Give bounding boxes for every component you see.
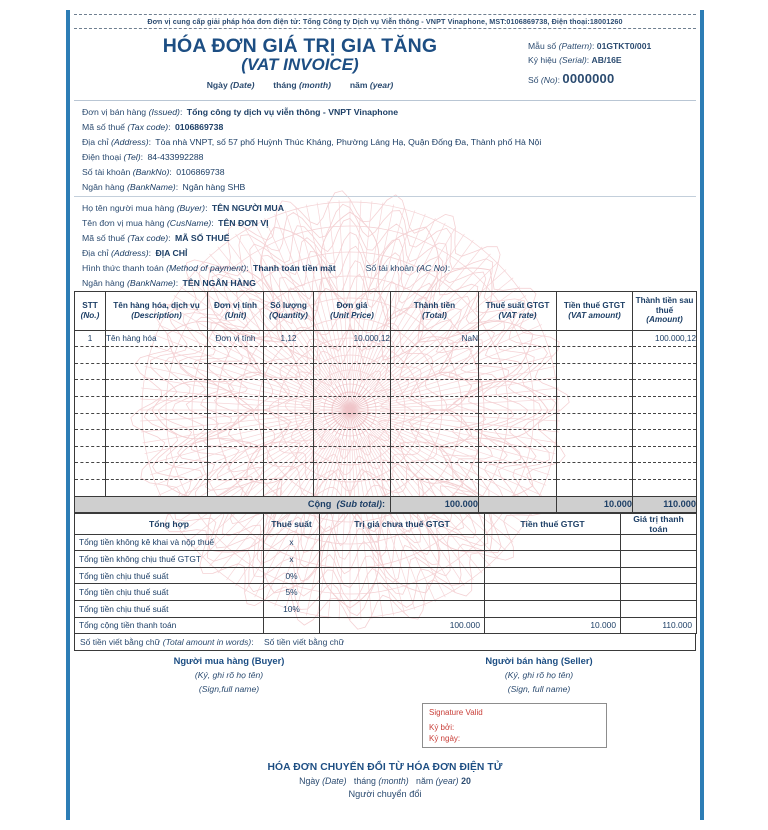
item-cell-amount bbox=[633, 446, 697, 463]
summary-cell-rate: 5% bbox=[264, 584, 320, 601]
item-cell-no bbox=[75, 480, 106, 497]
item-cell-desc bbox=[106, 430, 208, 447]
item-cell-desc: Tên hàng hóa bbox=[106, 330, 208, 347]
footer-converted-title: HÓA ĐƠN CHUYỂN ĐỔI TỪ HÓA ĐƠN ĐIỆN TỬ bbox=[267, 762, 503, 774]
item-cell-desc bbox=[106, 446, 208, 463]
summary-cell-name: Tổng tiền chịu thuế suất bbox=[75, 567, 264, 584]
item-cell-price: 10.000,12 bbox=[314, 330, 391, 347]
seller-label-en-5: (BankName) bbox=[126, 181, 176, 192]
title-block bbox=[74, 36, 696, 98]
summary-row bbox=[75, 601, 697, 618]
pattern-value: 01GTKT0/001 bbox=[596, 41, 652, 51]
item-cell-rate bbox=[479, 363, 557, 380]
items-col-header-3 bbox=[264, 291, 314, 330]
date-year-label-en: (year) bbox=[369, 79, 394, 90]
item-cell-vat bbox=[557, 330, 633, 347]
summary-cell-vat bbox=[485, 601, 621, 618]
summary-cell-rate: x bbox=[264, 534, 320, 551]
page-frame-left-border bbox=[66, 10, 70, 820]
invoice-items-table bbox=[74, 291, 697, 513]
buyer-row-0: Họ tên người mua hàng (Buyer): TÊN NGƯỜI MUA bbox=[82, 203, 284, 214]
item-cell-vat bbox=[557, 380, 633, 397]
item-cell-rate bbox=[479, 463, 557, 480]
summary-col-header-4: Giá trị thanh toán bbox=[621, 513, 697, 534]
summary-cell-vat bbox=[485, 551, 621, 568]
summary-cell-name: Tổng cộng tiền thanh toán bbox=[75, 617, 264, 634]
item-cell-unit bbox=[208, 397, 264, 414]
summary-row bbox=[75, 551, 697, 568]
summary-cell-name: Tổng tiền không kê khai và nộp thuế bbox=[75, 534, 264, 551]
items-col-header-7 bbox=[557, 291, 633, 330]
buyer-signature-column bbox=[84, 655, 374, 694]
buyer-signature-sub-en: (Sign,full name) bbox=[198, 684, 260, 695]
col-header-vi-5: Thành tiền bbox=[413, 301, 456, 311]
summary-row bbox=[75, 617, 697, 634]
col-header-vi-1: Tên hàng hóa, dịch vụ bbox=[113, 301, 200, 311]
item-cell-vat bbox=[557, 463, 633, 480]
items-col-header-4 bbox=[314, 291, 391, 330]
col-header-vi-7: Tiền thuế GTGT bbox=[563, 301, 626, 311]
col-header-en-1: (Description) bbox=[131, 310, 182, 320]
ac-no-label: Số tài khoản bbox=[365, 263, 417, 273]
payment-method-row: Hình thức thanh toán (Method of payment): Thanh toán tiền mặt Số tài khoản (AC No): bbox=[82, 263, 451, 273]
summary-cell-pre_tax bbox=[320, 534, 485, 551]
buyer-info-block bbox=[74, 197, 696, 290]
buyer-label-en-4: (BankName) bbox=[126, 277, 176, 288]
item-cell-qty bbox=[264, 347, 314, 364]
item-cell-unit bbox=[208, 413, 264, 430]
summary-cell-pre_tax: 100.000 bbox=[320, 617, 485, 634]
seller-value-2: Tòa nhà VNPT, số 57 phố Huỳnh Thúc Kháng, Phường Láng Hạ, Quận Đống Đa, Thành phố Hà Nội bbox=[153, 136, 542, 147]
item-cell-unit bbox=[208, 430, 264, 447]
footer-converter-label: Người chuyển đổi bbox=[348, 789, 422, 800]
summary-col-header-3: Tiền thuế GTGT bbox=[485, 513, 621, 534]
col-header-en-6: (VAT rate) bbox=[498, 310, 537, 320]
items-col-header-5 bbox=[391, 291, 479, 330]
col-header-en-7: (VAT amount) bbox=[568, 310, 621, 320]
item-cell-rate bbox=[479, 397, 557, 414]
item-cell-amount bbox=[633, 397, 697, 414]
payment-method-value: Thanh toán tiền mặt bbox=[250, 263, 336, 273]
item-cell-rate bbox=[479, 330, 557, 347]
summary-header-row bbox=[75, 513, 697, 534]
seller-label-en-0: (Issued) bbox=[148, 107, 180, 118]
digital-signature-box bbox=[422, 703, 607, 748]
col-header-vi-3: Số lượng bbox=[270, 301, 307, 311]
item-cell-qty bbox=[264, 413, 314, 430]
footer-month-label-vi: tháng bbox=[353, 776, 376, 787]
item-row bbox=[75, 397, 697, 414]
buyer-row-1: Tên đơn vị mua hàng (CusName): TÊN ĐƠN VỊ bbox=[82, 218, 269, 229]
summary-col-header-1: Thuế suất bbox=[264, 513, 320, 534]
buyer-label-1: Tên đơn vị mua hàng bbox=[82, 218, 167, 229]
buyer-label-en-1: (CusName) bbox=[166, 218, 212, 229]
payment-method-label: Hình thức thanh toán bbox=[82, 263, 167, 273]
summary-cell-vat bbox=[485, 567, 621, 584]
summary-cell-payable: 110.000 bbox=[621, 617, 697, 634]
summary-row bbox=[75, 534, 697, 551]
item-row bbox=[75, 463, 697, 480]
seller-label-en-2: (Address) bbox=[110, 136, 149, 147]
item-row bbox=[75, 446, 697, 463]
summary-col-header-2: Trị giá chưa thuế GTGT bbox=[320, 513, 485, 534]
item-cell-vat bbox=[557, 413, 633, 430]
item-cell-vat bbox=[557, 446, 633, 463]
item-cell-amount bbox=[633, 480, 697, 497]
item-cell-unit bbox=[208, 480, 264, 497]
subtotal-total: 100.000 bbox=[391, 496, 479, 512]
subtotal-label: Cộng (Sub total): bbox=[75, 496, 391, 512]
pattern-label-vi: Mẫu số bbox=[528, 41, 557, 51]
serial-row: Ký hiệu (Serial): AB/16E bbox=[528, 54, 622, 65]
summary-cell-vat: 10.000 bbox=[485, 617, 621, 634]
items-table-subtotal bbox=[75, 496, 697, 512]
item-cell-no: 1 bbox=[75, 330, 106, 347]
summary-cell-vat bbox=[485, 534, 621, 551]
item-cell-rate bbox=[479, 347, 557, 364]
buyer-value-1: TÊN ĐƠN VỊ bbox=[215, 218, 269, 229]
item-cell-qty bbox=[264, 446, 314, 463]
item-cell-desc bbox=[106, 463, 208, 480]
amount-in-words-row: Số tiền viết bằng chữ (Total amount in words): Số tiền viết bằng chữ bbox=[74, 634, 696, 651]
summary-cell-payable bbox=[621, 534, 697, 551]
col-header-vi-6: Thuế suất GTGT bbox=[485, 301, 550, 311]
buyer-row-3: Địa chỉ (Address): ĐỊA CHỈ bbox=[82, 248, 188, 259]
item-cell-no bbox=[75, 380, 106, 397]
item-cell-amount bbox=[633, 347, 697, 364]
item-cell-price bbox=[314, 413, 391, 430]
col-header-en-2: (Unit) bbox=[224, 310, 247, 320]
signature-area bbox=[74, 655, 696, 760]
item-cell-price bbox=[314, 363, 391, 380]
item-cell-unit bbox=[208, 446, 264, 463]
subtotal-rate bbox=[479, 496, 557, 512]
item-row bbox=[75, 430, 697, 447]
seller-row-1: Mã số thuế (Tax code): 0106869738 bbox=[82, 121, 224, 132]
invoice-meta-box bbox=[528, 40, 696, 89]
buyer-label-2: Mã số thuế bbox=[82, 233, 128, 244]
item-cell-total bbox=[391, 446, 479, 463]
item-cell-vat bbox=[557, 347, 633, 364]
items-col-header-6 bbox=[479, 291, 557, 330]
footer-year-label-vi: năm bbox=[416, 776, 434, 787]
footer-year-label-en: (year) bbox=[435, 776, 459, 787]
footer-day-label-vi: Ngày bbox=[299, 776, 320, 787]
buyer-row-2: Mã số thuế (Tax code): MÃ SỐ THUẾ bbox=[82, 233, 230, 244]
item-cell-qty bbox=[264, 430, 314, 447]
item-row bbox=[75, 480, 697, 497]
buyer-label-en-3: (Address) bbox=[110, 248, 149, 259]
seller-value-5: Ngân hàng SHB bbox=[180, 181, 246, 192]
item-cell-amount: 100.000,12 bbox=[633, 330, 697, 347]
summary-cell-rate: x bbox=[264, 551, 320, 568]
buyer-label-en-2: (Tax code) bbox=[127, 233, 169, 244]
item-row bbox=[75, 380, 697, 397]
number-value: 0000000 bbox=[562, 70, 615, 86]
item-cell-vat bbox=[557, 480, 633, 497]
item-cell-unit: Đơn vị tính bbox=[208, 330, 264, 347]
item-cell-amount bbox=[633, 380, 697, 397]
summary-cell-name: Tổng tiền chịu thuế suất bbox=[75, 584, 264, 601]
footer-day-label-en: (Date) bbox=[322, 776, 347, 787]
item-cell-total bbox=[391, 397, 479, 414]
item-cell-desc bbox=[106, 380, 208, 397]
item-cell-unit bbox=[208, 463, 264, 480]
summary-cell-payable bbox=[621, 551, 697, 568]
item-cell-price bbox=[314, 446, 391, 463]
item-cell-qty: 1,12 bbox=[264, 330, 314, 347]
summary-body bbox=[75, 534, 697, 634]
amount-in-words-label-vi: Số tiền viết bằng chữ bbox=[80, 637, 161, 648]
item-cell-total bbox=[391, 380, 479, 397]
item-cell-no bbox=[75, 397, 106, 414]
seller-signature-sub-en: (Sign, full name) bbox=[507, 684, 571, 695]
page-frame-right-border bbox=[700, 10, 704, 820]
buyer-value-4: TÊN NGÂN HÀNG bbox=[180, 277, 256, 288]
summary-cell-payable bbox=[621, 584, 697, 601]
subtotal-row bbox=[75, 496, 697, 512]
buyer-signature-title: Người mua hàng (Buyer) bbox=[173, 655, 285, 667]
item-cell-total bbox=[391, 347, 479, 364]
seller-value-1: 0106869738 bbox=[172, 121, 224, 132]
item-cell-desc bbox=[106, 397, 208, 414]
items-table-header-row bbox=[75, 291, 697, 330]
amount-in-words-label-en: (Total amount in words) bbox=[162, 637, 252, 648]
item-cell-amount bbox=[633, 430, 697, 447]
item-cell-total bbox=[391, 430, 479, 447]
col-header-vi-8: Thành tiền sau thuế bbox=[635, 296, 694, 315]
item-cell-price bbox=[314, 463, 391, 480]
seller-value-3: 84-433992288 bbox=[145, 151, 204, 162]
footer-year-value: 20 bbox=[461, 776, 471, 787]
date-year-label-vi: năm bbox=[349, 79, 368, 90]
col-header-en-3: (Quantity) bbox=[269, 310, 308, 320]
seller-label-5: Ngân hàng bbox=[82, 181, 127, 192]
seller-label-0: Đơn vị bán hàng bbox=[82, 107, 149, 118]
serial-value: AB/16E bbox=[591, 54, 622, 65]
item-row bbox=[75, 413, 697, 430]
signature-signed-date-label: Ký ngày: bbox=[429, 733, 461, 743]
seller-row-5: Ngân hàng (BankName): Ngân hàng SHB bbox=[82, 181, 246, 192]
seller-row-0: Đơn vị bán hàng (Issued): Tổng công ty dịch vụ viễn thông - VNPT Vinaphone bbox=[82, 107, 399, 118]
item-cell-rate bbox=[479, 380, 557, 397]
item-cell-price bbox=[314, 347, 391, 364]
item-cell-desc bbox=[106, 363, 208, 380]
buyer-label-3: Địa chỉ bbox=[82, 248, 111, 259]
invoice-content bbox=[74, 14, 696, 814]
item-cell-no bbox=[75, 446, 106, 463]
item-cell-qty bbox=[264, 380, 314, 397]
pattern-label-en: (Pattern) bbox=[558, 41, 593, 51]
buyer-label-4: Ngân hàng bbox=[82, 277, 127, 288]
title-center-group bbox=[74, 36, 526, 90]
item-cell-rate bbox=[479, 413, 557, 430]
serial-label-vi: Ký hiệu bbox=[528, 54, 557, 65]
item-cell-price bbox=[314, 430, 391, 447]
item-cell-unit bbox=[208, 380, 264, 397]
item-cell-price bbox=[314, 397, 391, 414]
item-cell-desc bbox=[106, 480, 208, 497]
item-cell-total bbox=[391, 463, 479, 480]
item-cell-price bbox=[314, 480, 391, 497]
item-row bbox=[75, 347, 697, 364]
summary-cell-pre_tax bbox=[320, 551, 485, 568]
summary-cell-rate: 0% bbox=[264, 567, 320, 584]
item-cell-total bbox=[391, 480, 479, 497]
footer-month-label-en: (month) bbox=[378, 776, 409, 787]
item-cell-price bbox=[314, 380, 391, 397]
item-cell-amount bbox=[633, 463, 697, 480]
seller-row-4: Số tài khoản (BankNo): 0106869738 bbox=[82, 166, 225, 177]
buyer-value-3: ĐỊA CHỈ bbox=[153, 248, 188, 259]
number-label-en: (No) bbox=[540, 74, 558, 85]
seller-value-0: Tổng công ty dịch vụ viễn thông - VNPT Vinaphone bbox=[184, 107, 399, 118]
subtotal-amount: 110.000 bbox=[633, 496, 697, 512]
signature-signed-by-label: Ký bởi: bbox=[429, 722, 455, 732]
tax-summary-table bbox=[74, 513, 697, 635]
invoice-title-en: (VAT INVOICE) bbox=[241, 55, 359, 75]
item-cell-qty bbox=[264, 463, 314, 480]
item-cell-amount bbox=[633, 413, 697, 430]
seller-label-2: Địa chỉ bbox=[82, 136, 111, 147]
invoice-date-line bbox=[74, 80, 526, 90]
ac-no-label-en: (AC No) bbox=[416, 263, 448, 273]
subtotal-label-vi: Cộng bbox=[307, 499, 332, 510]
seller-label-en-3: (Tel) bbox=[123, 151, 141, 162]
summary-col-header-0: Tổng hợp bbox=[75, 513, 264, 534]
seller-row-2: Địa chỉ (Address): Tòa nhà VNPT, số 57 phố Huỳnh Thúc Kháng, Phường Láng Hạ, Quận Đống Đa, Thành phố Hà Nội bbox=[82, 136, 542, 147]
item-cell-no bbox=[75, 430, 106, 447]
summary-cell-name: Tổng tiền chịu thuế suất bbox=[75, 601, 264, 618]
date-month-label-vi: tháng bbox=[273, 79, 297, 90]
number-label-vi: Số bbox=[528, 74, 539, 85]
item-cell-qty bbox=[264, 363, 314, 380]
col-header-en-5: (Total) bbox=[422, 310, 447, 320]
buyer-label-en-0: (Buyer) bbox=[176, 203, 206, 214]
item-cell-unit bbox=[208, 347, 264, 364]
payment-method-label-en: (Method of payment) bbox=[166, 263, 247, 273]
item-cell-no bbox=[75, 347, 106, 364]
summary-row bbox=[75, 567, 697, 584]
amount-in-words-value: Số tiền viết bằng chữ bbox=[263, 637, 345, 648]
item-cell-amount bbox=[633, 363, 697, 380]
date-month-label-en: (month) bbox=[299, 79, 332, 90]
seller-label-en-4: (BankNo) bbox=[132, 166, 170, 177]
signature-valid-text: Signature Valid bbox=[429, 708, 483, 718]
buyer-value-2: MÃ SỐ THUẾ bbox=[172, 233, 230, 244]
items-table-body bbox=[75, 330, 697, 496]
item-cell-total bbox=[391, 363, 479, 380]
col-header-en-8: (Amount) bbox=[646, 315, 683, 325]
item-cell-no bbox=[75, 463, 106, 480]
buyer-label-0: Họ tên người mua hàng bbox=[82, 203, 177, 214]
seller-label-1: Mã số thuế bbox=[82, 121, 128, 132]
ac-no-value bbox=[450, 263, 452, 273]
seller-value-4: 0106869738 bbox=[173, 166, 225, 177]
item-cell-total: NaN bbox=[391, 330, 479, 347]
summary-cell-payable bbox=[621, 601, 697, 618]
date-day-label-en: (Date) bbox=[230, 79, 255, 90]
item-cell-no bbox=[75, 363, 106, 380]
invoice-title-vi: HÓA ĐƠN GIÁ TRỊ GIA TĂNG bbox=[162, 35, 438, 57]
summary-cell-rate: 10% bbox=[264, 601, 320, 618]
summary-cell-rate bbox=[264, 617, 320, 634]
date-day-label-vi: Ngày bbox=[206, 79, 228, 90]
item-cell-rate bbox=[479, 480, 557, 497]
provider-note: Đơn vị cung cấp giải pháp hóa đơn điện tử: Tổng Công ty Dịch vụ Viễn thông - VNPT Vinaphone, MST:0106869738, Điện thoại:18001260 bbox=[74, 14, 696, 29]
buyer-signature-sub-vi: (Ký, ghi rõ họ tên) bbox=[194, 670, 264, 681]
serial-label-en: (Serial) bbox=[559, 54, 587, 65]
number-row: Số (No): 0000000 bbox=[528, 70, 615, 86]
subtotal-vat: 10.000 bbox=[557, 496, 633, 512]
col-header-vi-0: STT bbox=[82, 301, 98, 311]
summary-cell-vat bbox=[485, 584, 621, 601]
col-header-vi-4: Đơn giá bbox=[336, 301, 368, 311]
seller-label-3: Điện thoại bbox=[82, 151, 124, 162]
summary-cell-pre_tax bbox=[320, 567, 485, 584]
footer-date-line bbox=[74, 776, 696, 786]
summary-cell-pre_tax bbox=[320, 601, 485, 618]
item-cell-total bbox=[391, 413, 479, 430]
item-cell-qty bbox=[264, 480, 314, 497]
seller-label-en-1: (Tax code) bbox=[127, 121, 169, 132]
pattern-row: Mẫu số (Pattern): 01GTKT0/001 bbox=[528, 41, 652, 51]
item-cell-vat bbox=[557, 430, 633, 447]
seller-signature-sub-vi: (Ký, ghi rõ họ tên) bbox=[504, 670, 574, 681]
seller-signature-column bbox=[394, 655, 684, 694]
col-header-vi-2: Đơn vị tính bbox=[213, 301, 258, 311]
item-cell-vat bbox=[557, 397, 633, 414]
col-header-en-4: (Unit Price) bbox=[330, 310, 374, 320]
summary-row bbox=[75, 584, 697, 601]
summary-cell-payable bbox=[621, 567, 697, 584]
col-header-en-0: (No.) bbox=[80, 310, 100, 320]
subtotal-label-en: (Sub total) bbox=[336, 499, 382, 510]
item-cell-qty bbox=[264, 397, 314, 414]
items-col-header-8 bbox=[633, 291, 697, 330]
buyer-row-4: Ngân hàng (BankName): TÊN NGÂN HÀNG bbox=[82, 277, 256, 288]
summary-cell-pre_tax bbox=[320, 584, 485, 601]
item-cell-desc bbox=[106, 413, 208, 430]
items-col-header-0 bbox=[75, 291, 106, 330]
item-cell-unit bbox=[208, 363, 264, 380]
item-cell-desc bbox=[106, 347, 208, 364]
seller-label-4: Số tài khoản bbox=[82, 166, 133, 177]
items-col-header-2 bbox=[208, 291, 264, 330]
item-cell-no bbox=[75, 413, 106, 430]
items-col-header-1 bbox=[106, 291, 208, 330]
summary-cell-name: Tổng tiền không chịu thuế GTGT bbox=[75, 551, 264, 568]
invoice-footer bbox=[74, 762, 696, 799]
item-row bbox=[75, 363, 697, 380]
buyer-value-0: TÊN NGƯỜI MUA bbox=[209, 203, 284, 214]
seller-signature-title: Người bán hàng (Seller) bbox=[485, 655, 593, 667]
seller-row-3: Điện thoại (Tel): 84-433992288 bbox=[82, 151, 204, 162]
item-cell-vat bbox=[557, 363, 633, 380]
item-cell-rate bbox=[479, 430, 557, 447]
item-row bbox=[75, 330, 697, 347]
item-cell-rate bbox=[479, 446, 557, 463]
seller-info-block bbox=[74, 101, 696, 194]
